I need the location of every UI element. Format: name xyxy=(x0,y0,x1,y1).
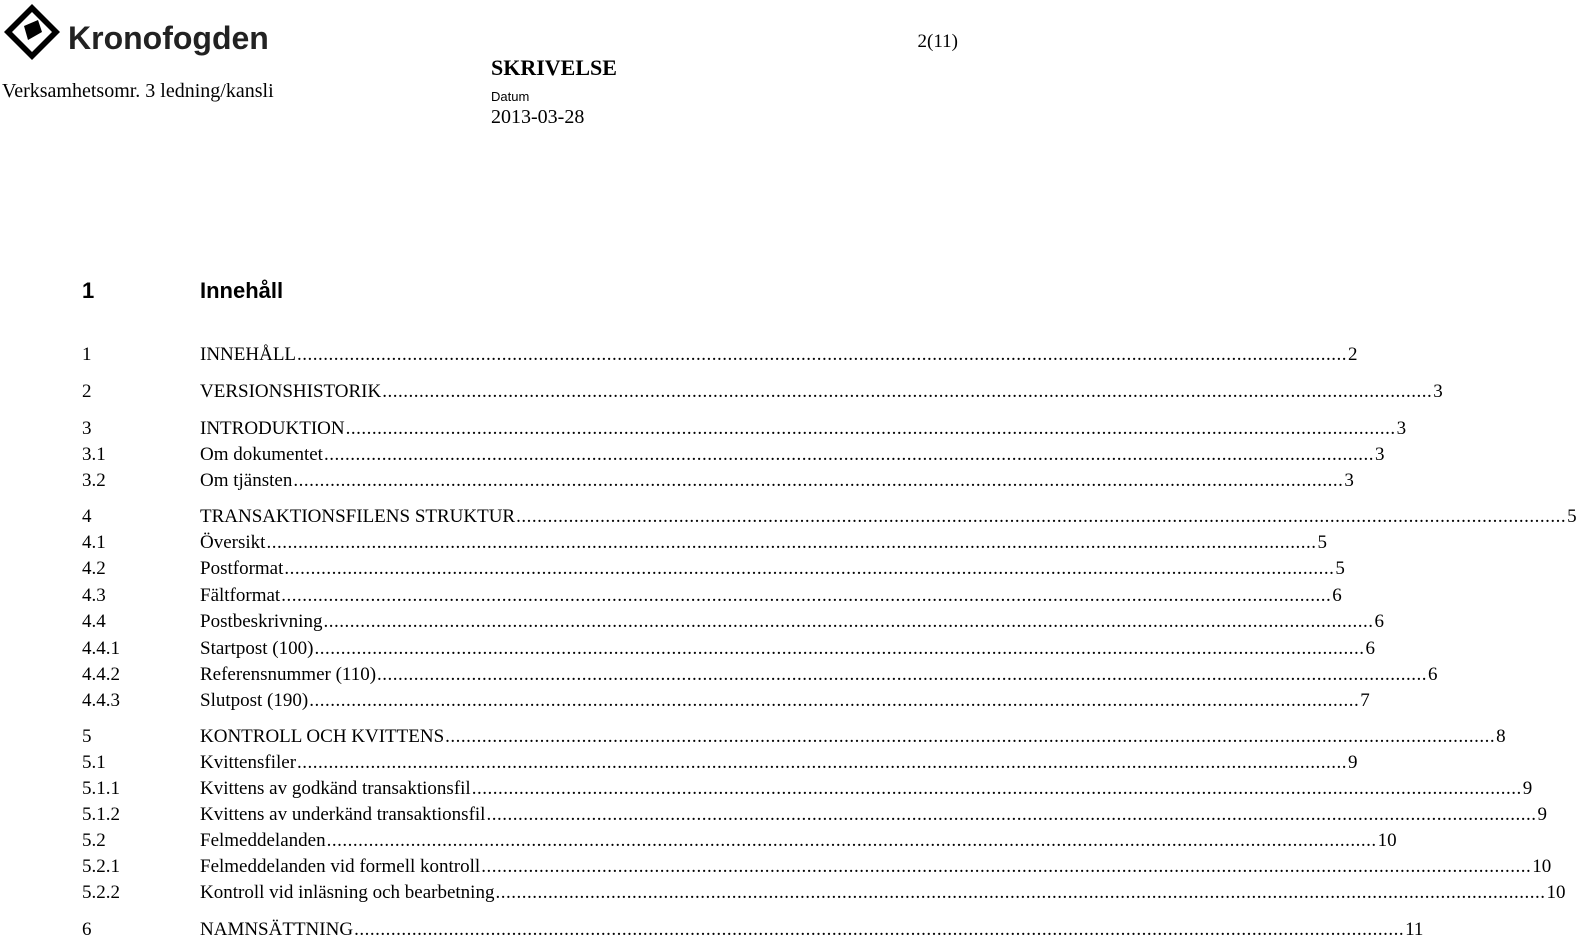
toc-entry-number: 4.4.3 xyxy=(82,690,120,711)
toc-entry-line xyxy=(200,881,1566,905)
toc-entry-number: 4.3 xyxy=(82,585,106,606)
toc-entry-title: Kvittens av underkänd transaktionsfil xyxy=(200,804,486,825)
page-number: 2(11) xyxy=(917,31,958,52)
toc-entry[interactable] xyxy=(82,531,1327,555)
toc-entry-number: 3.1 xyxy=(82,444,106,465)
toc-entry-line xyxy=(200,557,1345,581)
toc-entry-page: 11 xyxy=(1405,919,1424,940)
toc-entry-line xyxy=(200,803,1547,827)
toc-entry-number: 1 xyxy=(82,344,92,365)
toc-entry-title: Felmeddelanden xyxy=(200,830,326,851)
toc-entry-line xyxy=(200,663,1438,687)
toc-entry-page: 6 xyxy=(1428,664,1438,685)
toc-entry-title: INTRODUKTION xyxy=(200,418,345,439)
toc-entry[interactable] xyxy=(82,380,1443,404)
document-type: SKRIVELSE xyxy=(491,55,617,80)
toc-dot-leader: ........................................................................................................................................................................................................ xyxy=(293,470,1344,491)
toc-entry-page: 8 xyxy=(1496,726,1506,747)
toc-entry-line xyxy=(200,531,1327,555)
toc-entry-title: VERSIONSHISTORIK xyxy=(200,381,382,402)
toc-entry-title: Kontroll vid inläsning och bearbetning xyxy=(200,882,495,903)
toc-entry-line xyxy=(200,343,1358,367)
toc-dot-leader: ........................................................................................................................................................................................................ xyxy=(297,344,1348,365)
toc-dot-leader: ........................................................................................................................................................................................................ xyxy=(314,638,1365,659)
toc-entry-page: 3 xyxy=(1344,470,1354,491)
date-label: Datum xyxy=(491,89,530,104)
toc-entry-number: 4.4 xyxy=(82,611,106,632)
kronofogden-logo-icon xyxy=(2,2,269,60)
toc-entry-line xyxy=(200,610,1384,634)
toc-dot-leader: ........................................................................................................................................................................................................ xyxy=(445,726,1496,747)
toc-entry-title: TRANSAKTIONSFILENS STRUKTUR xyxy=(200,506,516,527)
toc-dot-leader: ........................................................................................................................................................................................................ xyxy=(326,830,1377,851)
toc-entry-line xyxy=(200,443,1385,467)
toc-entry-page: 6 xyxy=(1374,611,1384,632)
toc-entry-line xyxy=(200,505,1577,529)
toc-entry[interactable] xyxy=(82,881,1566,905)
toc-entry-number: 6 xyxy=(82,919,92,940)
toc-entry-page: 5 xyxy=(1567,506,1577,527)
toc-entry-line xyxy=(200,380,1443,404)
toc-entry-title: Fältformat xyxy=(200,585,281,606)
toc-entry-page: 5 xyxy=(1335,558,1345,579)
toc-dot-leader: ........................................................................................................................................................................................................ xyxy=(377,664,1428,685)
toc-entry[interactable] xyxy=(82,557,1345,581)
toc-entry[interactable] xyxy=(82,663,1438,687)
toc-entry[interactable] xyxy=(82,689,1370,713)
toc-entry-number: 4 xyxy=(82,506,92,527)
date-value: 2013-03-28 xyxy=(491,106,585,128)
toc-entry-page: 9 xyxy=(1348,752,1358,773)
toc-entry-title: Om tjänsten xyxy=(200,470,293,491)
toc-dot-leader: ........................................................................................................................................................................................................ xyxy=(516,506,1567,527)
toc-entry-title: Postformat xyxy=(200,558,284,579)
toc-entry-page: 3 xyxy=(1396,418,1407,439)
toc-entry-title: Kvittensfiler xyxy=(200,752,297,773)
toc-entry-line xyxy=(200,689,1370,713)
toc-entry-title: Postbeskrivning xyxy=(200,611,323,632)
toc-entry-page: 6 xyxy=(1365,638,1375,659)
toc-dot-leader: ........................................................................................................................................................................................................ xyxy=(309,690,1360,711)
toc-dot-leader: ........................................................................................................................................................................................................ xyxy=(284,558,1335,579)
toc-dot-leader: ........................................................................................................................................................................................................ xyxy=(481,856,1532,877)
toc-entry-title: Översikt xyxy=(200,532,266,553)
toc-entry-title: INNEHÅLL xyxy=(200,344,297,365)
toc-entry-page: 6 xyxy=(1332,585,1342,606)
toc-entry-title: Kvittens av godkänd transaktionsfil xyxy=(200,778,471,799)
toc-entry-number: 5.2.1 xyxy=(82,856,120,877)
toc-entry-number: 5 xyxy=(82,726,92,747)
toc-entry-line xyxy=(200,829,1397,853)
toc-dot-leader: ........................................................................................................................................................................................................ xyxy=(486,804,1537,825)
toc-entry-title: Referensnummer (110) xyxy=(200,664,377,685)
toc-entry[interactable] xyxy=(82,725,1506,749)
toc-dot-leader: ........................................................................................................................................................................................................ xyxy=(382,381,1433,402)
toc-entry-number: 4.1 xyxy=(82,532,106,553)
toc-entry-number: 3 xyxy=(82,418,92,439)
toc-dot-leader: ........................................................................................................................................................................................................ xyxy=(323,611,1374,632)
toc-entry-page: 10 xyxy=(1377,830,1397,851)
toc-entry-line xyxy=(200,584,1342,608)
toc-entry-page: 10 xyxy=(1532,856,1552,877)
kronofogden-logo xyxy=(2,2,269,60)
toc-entry[interactable] xyxy=(82,751,1358,775)
toc-entry-page: 10 xyxy=(1546,882,1566,903)
toc-entry-page: 9 xyxy=(1537,804,1547,825)
toc-dot-leader: ........................................................................................................................................................................................................ xyxy=(495,882,1546,903)
toc-entry-line xyxy=(200,918,1424,942)
toc-entry-number: 5.1 xyxy=(82,752,106,773)
toc-entry-number: 4.4.1 xyxy=(82,638,120,659)
toc-entry-line xyxy=(200,777,1533,801)
toc-entry-number: 4.2 xyxy=(82,558,106,579)
toc-entry[interactable] xyxy=(82,469,1354,493)
toc-entry[interactable] xyxy=(82,443,1385,467)
toc-entry-number: 3.2 xyxy=(82,470,106,491)
logo-wordmark: Kronofogden xyxy=(68,20,269,56)
toc-entry-number: 5.1.2 xyxy=(82,804,120,825)
toc-entry-line xyxy=(200,637,1375,661)
toc-entry[interactable] xyxy=(82,829,1397,853)
heading-title: Innehåll xyxy=(200,278,284,303)
toc-entry-page: 5 xyxy=(1317,532,1327,553)
toc-dot-leader: ........................................................................................................................................................................................................ xyxy=(323,444,1374,465)
toc-entry[interactable] xyxy=(82,343,1358,367)
toc-dot-leader: ........................................................................................................................................................................................................ xyxy=(345,418,1396,439)
toc-entry-line xyxy=(200,469,1354,493)
heading-number: 1 xyxy=(82,278,95,303)
toc-dot-leader: ........................................................................................................................................................................................................ xyxy=(471,778,1522,799)
toc-entry-page: 7 xyxy=(1360,690,1370,711)
toc-entry-number: 2 xyxy=(82,381,92,402)
toc-entry[interactable] xyxy=(82,777,1533,801)
toc-entry-title: NAMNSÄTTNING xyxy=(200,919,354,940)
toc-entry-title: KONTROLL OCH KVITTENS xyxy=(200,726,445,747)
toc-entry[interactable] xyxy=(82,584,1342,608)
toc-entry-line xyxy=(200,855,1552,879)
toc-entry-title: Startpost (100) xyxy=(200,638,314,659)
toc-entry[interactable] xyxy=(82,610,1384,634)
toc-entry-line xyxy=(200,725,1506,749)
toc-dot-leader: ........................................................................................................................................................................................................ xyxy=(266,532,1317,553)
toc-entry-line xyxy=(200,751,1358,775)
toc-entry-number: 5.2 xyxy=(82,830,106,851)
toc-entry-title: Slutpost (190) xyxy=(200,690,309,711)
toc-entry-page: 3 xyxy=(1374,444,1385,465)
toc-entry[interactable] xyxy=(82,637,1375,661)
toc-entry-page: 2 xyxy=(1348,344,1358,365)
toc-dot-leader: ........................................................................................................................................................................................................ xyxy=(297,752,1348,773)
toc-entry[interactable] xyxy=(82,417,1407,441)
toc-entry[interactable] xyxy=(82,803,1547,827)
toc-entry-page: 3 xyxy=(1433,381,1443,402)
toc-entry-title: Felmeddelanden vid formell kontroll xyxy=(200,856,481,877)
toc-entry-title: Om dokumentet xyxy=(200,444,323,465)
toc-entry[interactable] xyxy=(82,855,1552,879)
toc-entry-number: 5.2.2 xyxy=(82,882,120,903)
department-unit: Verksamhetsomr. 3 ledning/kansli xyxy=(2,80,274,102)
toc-entry-line xyxy=(200,417,1407,441)
toc-dot-leader: ........................................................................................................................................................................................................ xyxy=(354,919,1405,940)
toc-entry-page: 9 xyxy=(1522,778,1533,799)
toc-entry-number: 4.4.2 xyxy=(82,664,120,685)
toc-dot-leader: ........................................................................................................................................................................................................ xyxy=(281,585,1332,606)
toc-entry-number: 5.1.1 xyxy=(82,778,120,799)
toc-entry[interactable] xyxy=(82,918,1424,942)
toc-entry[interactable] xyxy=(82,505,1577,529)
